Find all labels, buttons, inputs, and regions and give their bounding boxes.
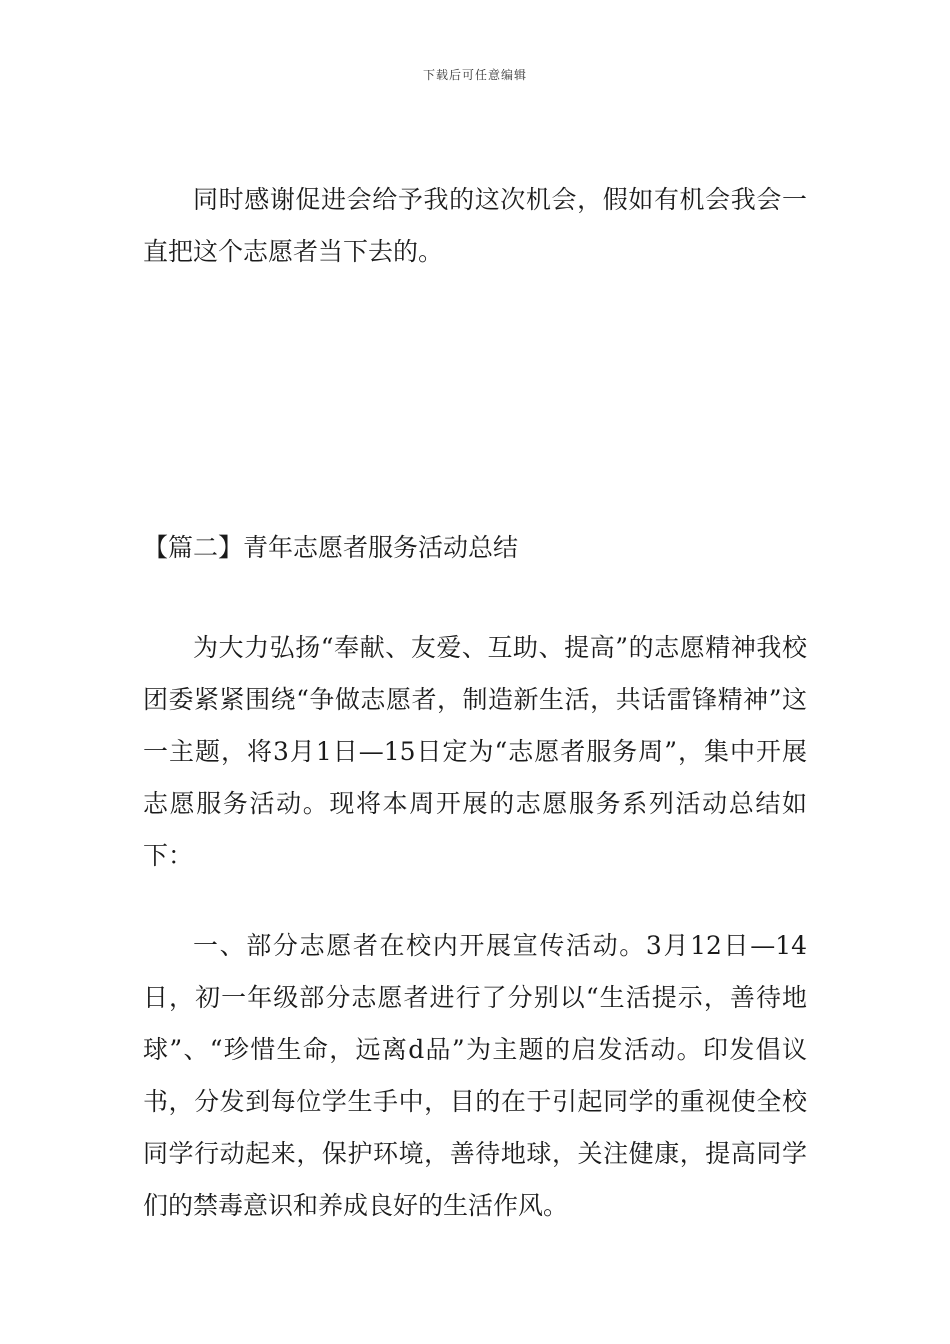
intro-paragraph: 为大力弘扬“奉献、友爱、互助、提高”的志愿精神我校团委紧紧围绕“争做志愿者，制造新生活，共话雷锋精神”这一主题，将3月1日—15日定为“志愿者服务周”，集中开展志愿服务活动。现将本周开展的志愿服务系列活动总结如下： — [143, 633, 807, 870]
page-header-note: 下载后可任意编辑 — [422, 68, 527, 82]
activity-paragraph-1: 一、部分志愿者在校内开展宣传活动。3月12日—14日，初一年级部分志愿者进行了分别以“生活提示，善待地球”、“珍惜生命，远离d品”为主题的启发活动。印发倡议书，分发到每位学生手中，目的在于引起同学的重视使全校同学行动起来，保护环境，善待地球，关注健康，提高同学们的禁毒意识和养成良好的生活作风。 — [143, 931, 807, 1220]
closing-paragraph: 同时感谢促进会给予我的这次机会，假如有机会我会一直把这个志愿者当下去的。 — [143, 185, 807, 266]
section-heading: 【篇二】青年志愿者服务活动总结 — [143, 533, 519, 562]
